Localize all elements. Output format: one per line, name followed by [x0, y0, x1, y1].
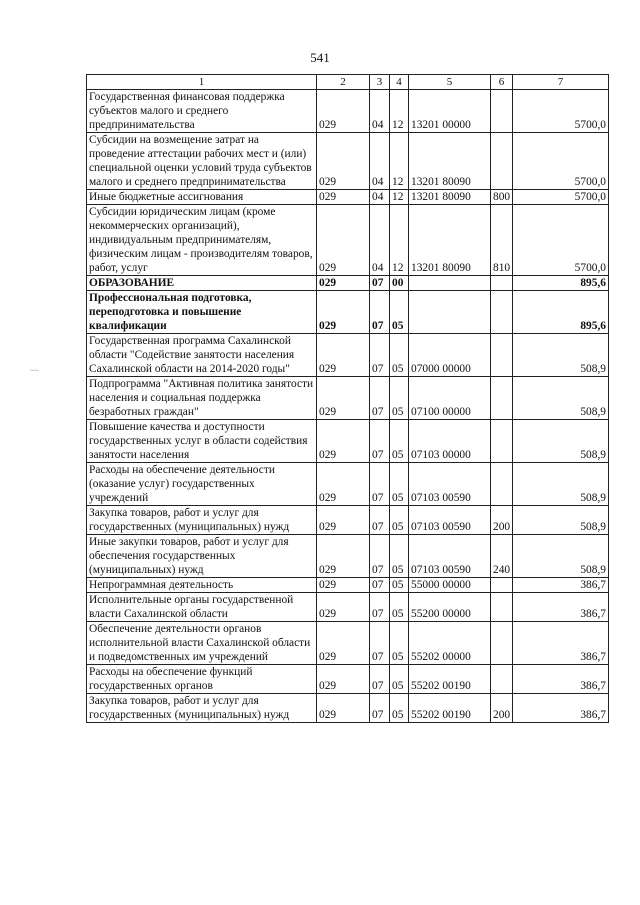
ministry-code: 029	[317, 694, 370, 723]
amount: 508,9	[513, 420, 609, 463]
table-row	[87, 665, 609, 694]
section-code: 07	[370, 377, 390, 420]
table-row	[87, 593, 609, 622]
section-code: 07	[370, 291, 390, 334]
item-name: Расходы на обеспечение функций государственных органов	[87, 665, 317, 694]
ministry-code: 029	[317, 622, 370, 665]
item-name: Государственная программа Сахалинской области "Содействие занятости населения Сахалинской области на 2014-2020 годы"	[87, 334, 317, 377]
amount: 5700,0	[513, 190, 609, 205]
budget-table	[86, 74, 609, 723]
amount: 5700,0	[513, 90, 609, 133]
ministry-code: 029	[317, 291, 370, 334]
amount: 508,9	[513, 463, 609, 506]
amount: 386,7	[513, 593, 609, 622]
subsection-code: 05	[390, 377, 409, 420]
amount: 508,9	[513, 535, 609, 578]
subsection-code: 05	[390, 593, 409, 622]
header-col-7: 7	[513, 75, 609, 90]
expense-type-code	[491, 133, 513, 190]
target-article-code: 55200 00000	[409, 593, 491, 622]
ministry-code: 029	[317, 578, 370, 593]
margin-mark: ~~	[30, 366, 39, 375]
amount: 386,7	[513, 694, 609, 723]
subsection-code: 05	[390, 334, 409, 377]
section-code: 04	[370, 90, 390, 133]
section-code: 04	[370, 133, 390, 190]
header-col-5: 5	[409, 75, 491, 90]
target-article-code: 13201 80090	[409, 205, 491, 276]
expense-type-code: 800	[491, 190, 513, 205]
ministry-code: 029	[317, 420, 370, 463]
amount: 386,7	[513, 622, 609, 665]
target-article-code: 55000 00000	[409, 578, 491, 593]
table-row	[87, 276, 609, 291]
subsection-code: 05	[390, 291, 409, 334]
amount: 508,9	[513, 334, 609, 377]
section-code: 07	[370, 420, 390, 463]
ministry-code: 029	[317, 665, 370, 694]
table-row	[87, 578, 609, 593]
item-name: Закупка товаров, работ и услуг для государственных (муниципальных) нужд	[87, 694, 317, 723]
amount: 5700,0	[513, 133, 609, 190]
table-row	[87, 377, 609, 420]
item-name: Иные закупки товаров, работ и услуг для обеспечения государственных (муниципальных) нужд	[87, 535, 317, 578]
ministry-code: 029	[317, 276, 370, 291]
section-code: 07	[370, 593, 390, 622]
page-number: 541	[310, 50, 330, 65]
table-row	[87, 291, 609, 334]
subsection-code: 12	[390, 205, 409, 276]
table-row	[87, 190, 609, 205]
section-code: 07	[370, 622, 390, 665]
amount: 386,7	[513, 578, 609, 593]
item-name: Исполнительные органы государственной власти Сахалинской области	[87, 593, 317, 622]
expense-type-code	[491, 665, 513, 694]
section-code: 04	[370, 205, 390, 276]
item-name: Непрограммная деятельность	[87, 578, 317, 593]
ministry-code: 029	[317, 506, 370, 535]
section-code: 07	[370, 665, 390, 694]
target-article-code	[409, 276, 491, 291]
table-row	[87, 90, 609, 133]
ministry-code: 029	[317, 377, 370, 420]
target-article-code: 07103 00590	[409, 506, 491, 535]
header-col-2: 2	[317, 75, 370, 90]
table-body	[87, 90, 609, 723]
table-row	[87, 694, 609, 723]
section-code: 07	[370, 334, 390, 377]
item-name: Иные бюджетные ассигнования	[87, 190, 317, 205]
amount: 5700,0	[513, 205, 609, 276]
ministry-code: 029	[317, 205, 370, 276]
section-code: 07	[370, 463, 390, 506]
table-row	[87, 463, 609, 506]
target-article-code: 07103 00590	[409, 535, 491, 578]
subsection-code: 12	[390, 190, 409, 205]
amount: 895,6	[513, 291, 609, 334]
target-article-code: 07103 00590	[409, 463, 491, 506]
target-article-code: 13201 80090	[409, 133, 491, 190]
target-article-code: 07000 00000	[409, 334, 491, 377]
target-article-code: 07103 00000	[409, 420, 491, 463]
subsection-code: 05	[390, 420, 409, 463]
item-name: Субсидии на возмещение затрат на проведение аттестации рабочих мест и (или) специальной оценки условий труда субъектов малого и среднего предпринимательства	[87, 133, 317, 190]
subsection-code: 05	[390, 665, 409, 694]
amount: 508,9	[513, 506, 609, 535]
table-row	[87, 535, 609, 578]
ministry-code: 029	[317, 593, 370, 622]
section-code: 07	[370, 535, 390, 578]
section-code: 07	[370, 276, 390, 291]
header-col-1: 1	[87, 75, 317, 90]
item-name: ОБРАЗОВАНИЕ	[87, 276, 317, 291]
target-article-code: 55202 00000	[409, 622, 491, 665]
item-name: Обеспечение деятельности органов исполнительной власти Сахалинской области и подведомственных им учреждений	[87, 622, 317, 665]
ministry-code: 029	[317, 535, 370, 578]
ministry-code: 029	[317, 463, 370, 506]
subsection-code: 05	[390, 578, 409, 593]
table-row	[87, 205, 609, 276]
item-name: Государственная финансовая поддержка субъектов малого и среднего предпринимательства	[87, 90, 317, 133]
header-col-6: 6	[491, 75, 513, 90]
ministry-code: 029	[317, 334, 370, 377]
expense-type-code: 200	[491, 694, 513, 723]
ministry-code: 029	[317, 190, 370, 205]
section-code: 07	[370, 694, 390, 723]
table-row	[87, 334, 609, 377]
amount: 508,9	[513, 377, 609, 420]
expense-type-code	[491, 420, 513, 463]
subsection-code: 12	[390, 90, 409, 133]
table-row	[87, 506, 609, 535]
table-row	[87, 133, 609, 190]
amount: 895,6	[513, 276, 609, 291]
target-article-code: 07100 00000	[409, 377, 491, 420]
expense-type-code	[491, 578, 513, 593]
item-name: Подпрограмма "Активная политика занятости населения и социальная поддержка безработных граждан"	[87, 377, 317, 420]
expense-type-code	[491, 276, 513, 291]
item-name: Закупка товаров, работ и услуг для государственных (муниципальных) нужд	[87, 506, 317, 535]
expense-type-code: 240	[491, 535, 513, 578]
header-row	[87, 75, 609, 90]
header-col-4: 4	[390, 75, 409, 90]
item-name: Расходы на обеспечение деятельности (оказание услуг) государственных учреждений	[87, 463, 317, 506]
ministry-code: 029	[317, 90, 370, 133]
target-article-code: 13201 00000	[409, 90, 491, 133]
expense-type-code: 810	[491, 205, 513, 276]
subsection-code: 05	[390, 694, 409, 723]
target-article-code: 55202 00190	[409, 694, 491, 723]
expense-type-code	[491, 377, 513, 420]
amount: 386,7	[513, 665, 609, 694]
table-row	[87, 622, 609, 665]
item-name: Профессиональная подготовка, переподготовка и повышение квалификации	[87, 291, 317, 334]
subsection-code: 00	[390, 276, 409, 291]
subsection-code: 12	[390, 133, 409, 190]
subsection-code: 05	[390, 506, 409, 535]
subsection-code: 05	[390, 622, 409, 665]
expense-type-code	[491, 334, 513, 377]
subsection-code: 05	[390, 535, 409, 578]
header-col-3: 3	[370, 75, 390, 90]
expense-type-code	[491, 291, 513, 334]
table-row	[87, 420, 609, 463]
target-article-code	[409, 291, 491, 334]
expense-type-code: 200	[491, 506, 513, 535]
item-name: Повышение качества и доступности государственных услуг в области содействия занятости населения	[87, 420, 317, 463]
item-name: Субсидии юридическим лицам (кроме некоммерческих организаций), индивидуальным предпринимателям, физическим лицам - производителям товаров, работ, услуг	[87, 205, 317, 276]
section-code: 07	[370, 578, 390, 593]
expense-type-code	[491, 622, 513, 665]
expense-type-code	[491, 463, 513, 506]
target-article-code: 55202 00190	[409, 665, 491, 694]
expense-type-code	[491, 90, 513, 133]
section-code: 04	[370, 190, 390, 205]
section-code: 07	[370, 506, 390, 535]
target-article-code: 13201 80090	[409, 190, 491, 205]
expense-type-code	[491, 593, 513, 622]
ministry-code: 029	[317, 133, 370, 190]
subsection-code: 05	[390, 463, 409, 506]
